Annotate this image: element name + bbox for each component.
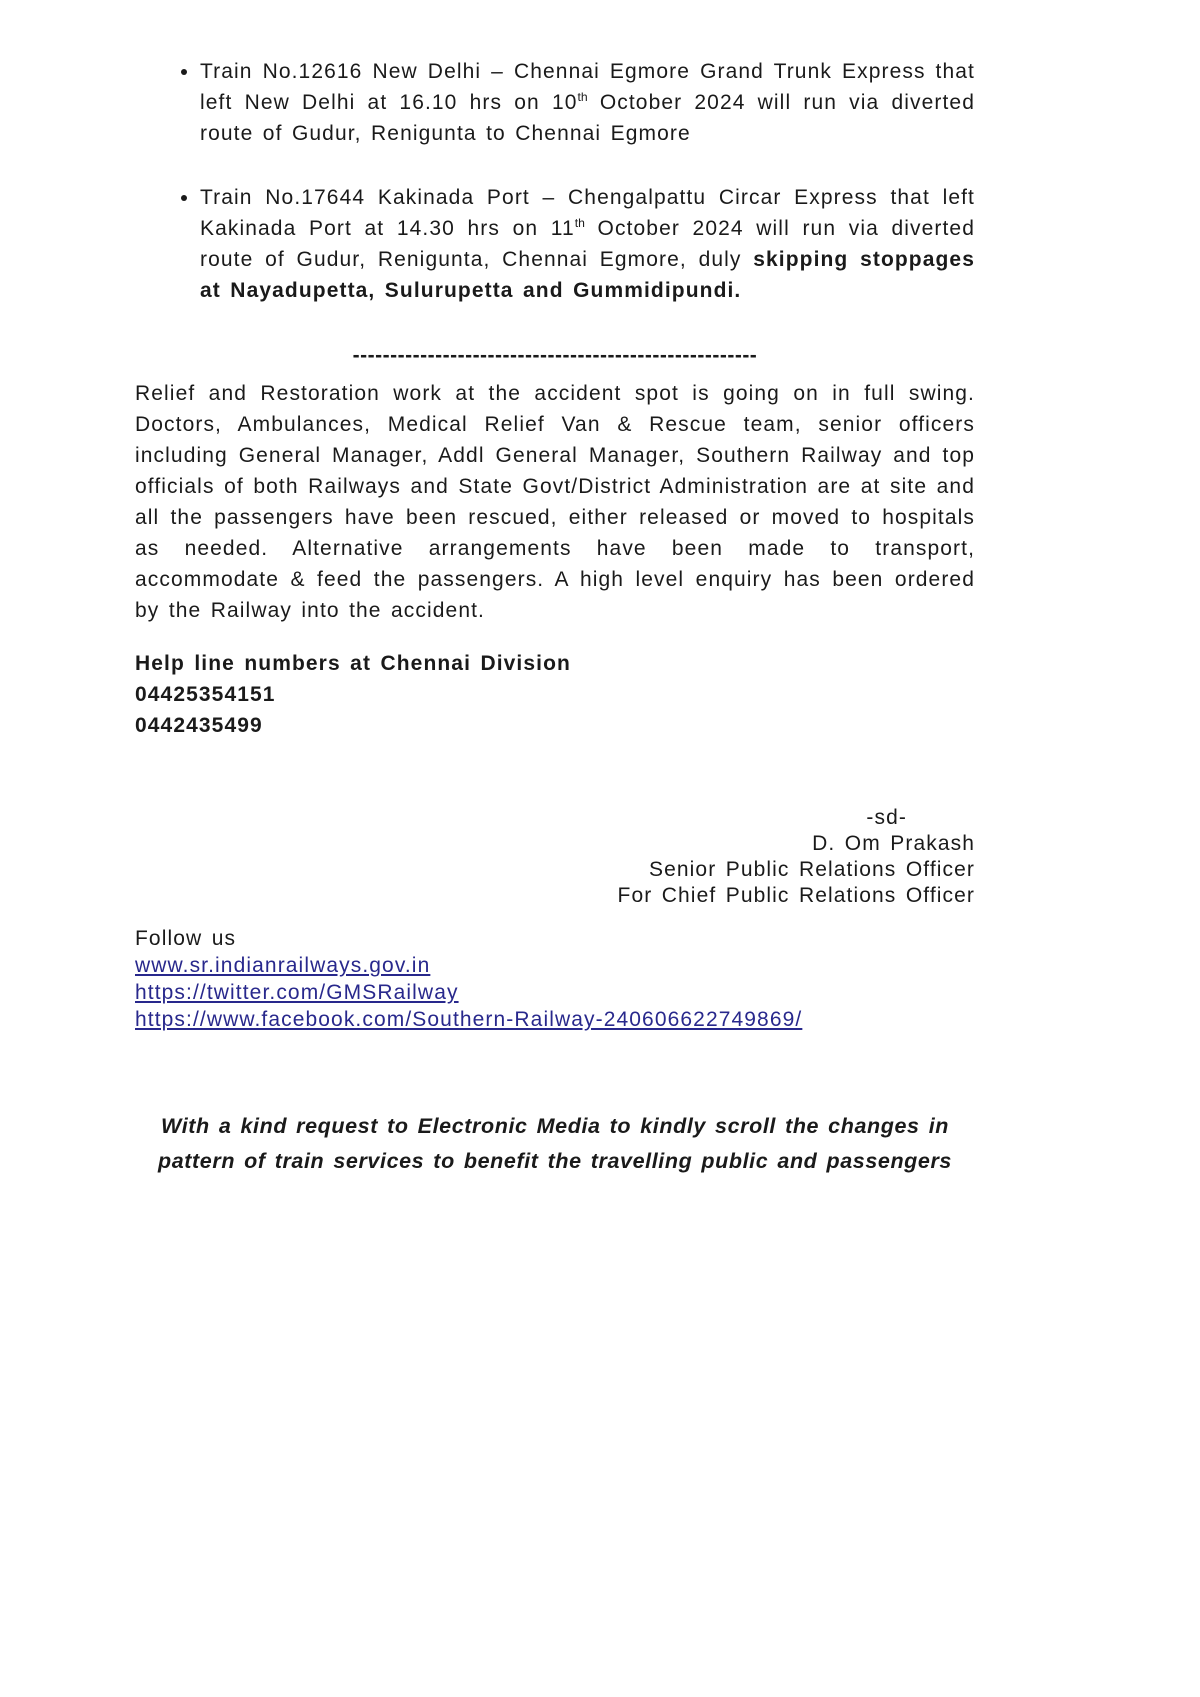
signature-name: D. Om Prakash [812,832,975,855]
social-links [135,952,975,1033]
dashed-separator: ------------------------------------------------------ [352,344,758,367]
follow-us-label: Follow us [135,927,237,950]
bullet-item-train-12616 [200,56,975,149]
link-twitter[interactable]: https://twitter.com/GMSRailway [135,981,459,1004]
signature-sd: -sd- [866,806,907,829]
bullet-text-bold: skipping stoppages at Nayadupetta, Sulurupetta and Gummidipundi. [200,248,975,302]
link-sr-website[interactable]: www.sr.indianrailways.gov.in [135,954,431,977]
bullet-text-rest: October 2024 will run via diverted route of Gudur, Renigunta to Chennai Egmore [200,91,975,145]
bullet-text-rest: October 2024 will run via diverted route of Gudur, Renigunta, Chennai Egmore, duly [200,217,975,271]
ordinal-superscript: th [577,90,588,104]
ordinal-superscript: th [574,216,585,230]
relief-restoration-paragraph: Relief and Restoration work at the accident spot is going on in full swing. Doctors, Ambulances, Medical Relief Van & Rescue team, senior officers including General Manager, Addl General Manager, Southern Railway and top officials of both Railways and State Govt/District Administration are at site and all the passengers have been rescued, either released or moved to hospitals as needed. Alternative arrangements have been made to transport, accommodate & feed the passengers. A high level enquiry has been ordered by the Railway into the accident. [135,382,975,622]
bullet-text-lead: Train No.17644 Kakinada Port – Chengalpattu Circar Express that left Kakinada Port at 14.30 hrs on 11 [200,186,975,240]
signature-title-for-cpro: For Chief Public Relations Officer [617,884,975,907]
electronic-media-notice: With a kind request to Electronic Media to kindly scroll the changes in pattern of train services to benefit the travelling public and passengers [157,1114,952,1173]
signature-title-senior-pro: Senior Public Relations Officer [648,858,975,881]
bullet-item-train-17644 [200,182,975,306]
bullet-text-lead: Train No.12616 New Delhi – Chennai Egmore Grand Trunk Express that left New Delhi at 16.10 hrs on 10 [200,60,975,114]
helpline-number-1: 04425354151 [135,683,276,706]
helpline-heading: Help line numbers at Chennai Division [135,652,571,675]
link-facebook[interactable]: https://www.facebook.com/Southern-Railway-240606622749869/ [135,1008,803,1031]
signature-block [135,805,975,909]
follow-us-section [135,925,975,1033]
train-diversion-bullet-list [135,56,975,306]
helpline-number-2: 0442435499 [135,714,263,737]
